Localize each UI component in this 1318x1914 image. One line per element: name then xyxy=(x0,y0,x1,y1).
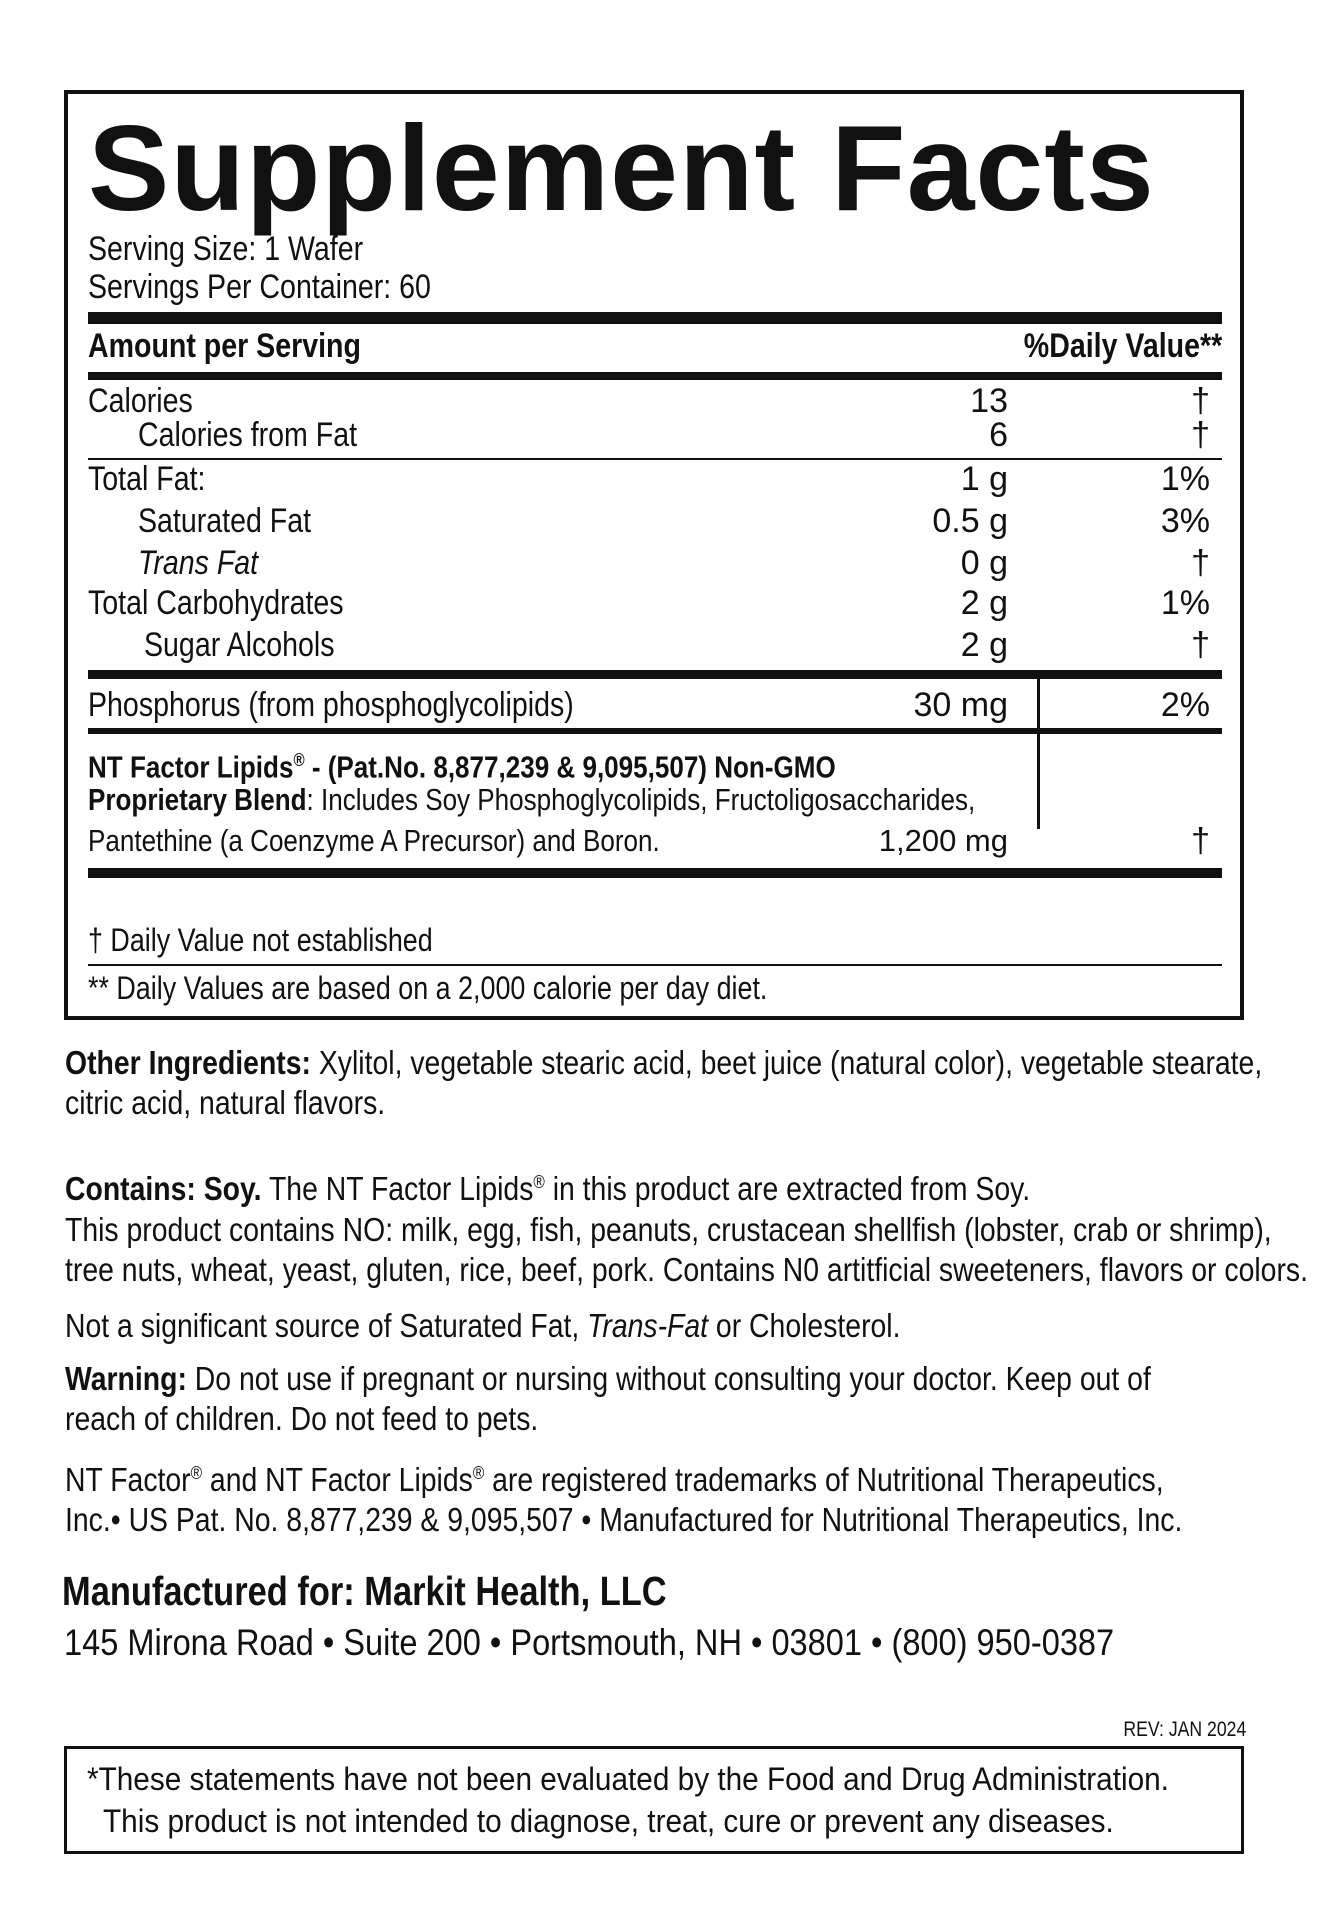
blend-description: Proprietary Blend: Includes Soy Phosphoglycolipids, Fructoligosaccharides, xyxy=(88,782,976,817)
daily-value-header: %Daily Value** xyxy=(1023,327,1222,365)
footnote-daily-values: ** Daily Values are based on a 2,000 calorie per day diet. xyxy=(88,970,768,1006)
medium-divider xyxy=(88,728,1222,734)
servings-per-container: Servings Per Container: 60 xyxy=(88,268,431,306)
serving-size: Serving Size: 1 Wafer xyxy=(88,230,364,268)
trademark-statement: NT Factor® and NT Factor Lipids® are registered trademarks of Nutritional Therapeutics, Inc.• US Pat. No. 8,877,239 & 9,095,507 • Manufactured for Nutritional Therapeutics, Inc. xyxy=(65,1461,1183,1538)
not-significant-source: Not a significant source of Saturated Fat, Trans-Fat or Cholesterol. xyxy=(65,1307,901,1344)
thick-divider xyxy=(88,868,1222,878)
nutrient-row-phosphorus: Phosphorus (from phosphoglycolipids) 30 mg 2% xyxy=(88,686,1210,724)
panel-title: Supplement Facts xyxy=(88,100,1155,236)
amount-per-serving-header: Amount per Serving xyxy=(88,327,361,365)
nutrient-row-total-carbohydrates: Total Carbohydrates 2 g 1% xyxy=(88,584,1210,622)
other-ingredients: Other Ingredients: Xylitol, vegetable stearic acid, beet juice (natural color), vegetable stearate, citric acid, natural flavors. xyxy=(65,1044,1263,1121)
thick-divider xyxy=(88,312,1222,324)
fda-disclaimer-box xyxy=(64,1746,1244,1854)
contains-soy: Contains: Soy. The NT Factor Lipids® in this product are extracted from Soy. xyxy=(65,1170,1031,1207)
manufacturer-address: 145 Mirona Road • Suite 200 • Portsmouth, NH • 03801 • (800) 950-0387 xyxy=(64,1622,1115,1663)
disclaimer-line-1: *These statements have not been evaluated by the Food and Drug Administration. xyxy=(87,1761,1169,1797)
disclaimer-line-2: This product is not intended to diagnose, treat, cure or prevent any diseases. xyxy=(103,1803,1114,1839)
row-divider xyxy=(88,964,1222,966)
nutrient-row-calories: Calories 13 † xyxy=(88,382,1210,420)
medium-divider xyxy=(88,372,1222,380)
nutrient-row-trans-fat: Trans Fat 0 g † xyxy=(138,544,1210,582)
warning-statement: Warning: Do not use if pregnant or nursing without consulting your doctor. Keep out of reach of children. Do not feed to pets. xyxy=(65,1360,1151,1437)
nutrient-row-sugar-alcohols: Sugar Alcohols 2 g † xyxy=(144,626,1210,664)
allergen-statement: This product contains NO: milk, egg, fish, peanuts, crustacean shellfish (lobster, crab or shrimp), tree nuts, wheat, yeast, gluten, rice, beef, pork. Contains N0 artitficial sweeteners, flavors or colors. xyxy=(65,1211,1308,1288)
footnote-dv-not-established: † Daily Value not established xyxy=(88,922,433,958)
revision-date: REV: JAN 2024 xyxy=(1123,1718,1246,1741)
blend-row: Pantethine (a Coenzyme A Precursor) and Boron. 1,200 mg † xyxy=(88,822,1210,860)
nutrient-row-calories-from-fat: Calories from Fat 6 † xyxy=(138,416,1210,454)
supplement-facts-panel xyxy=(64,90,1244,1020)
medium-divider xyxy=(88,670,1222,679)
nutrient-row-total-fat: Total Fat: 1 g 1% xyxy=(88,460,1210,498)
blend-name: NT Factor Lipids® - (Pat.No. 8,877,239 & 9,095,507) Non-GMO xyxy=(88,749,836,785)
nutrient-row-saturated-fat: Saturated Fat 0.5 g 3% xyxy=(138,502,1210,540)
manufacturer-heading: Manufactured for: Markit Health, LLC xyxy=(62,1568,667,1614)
